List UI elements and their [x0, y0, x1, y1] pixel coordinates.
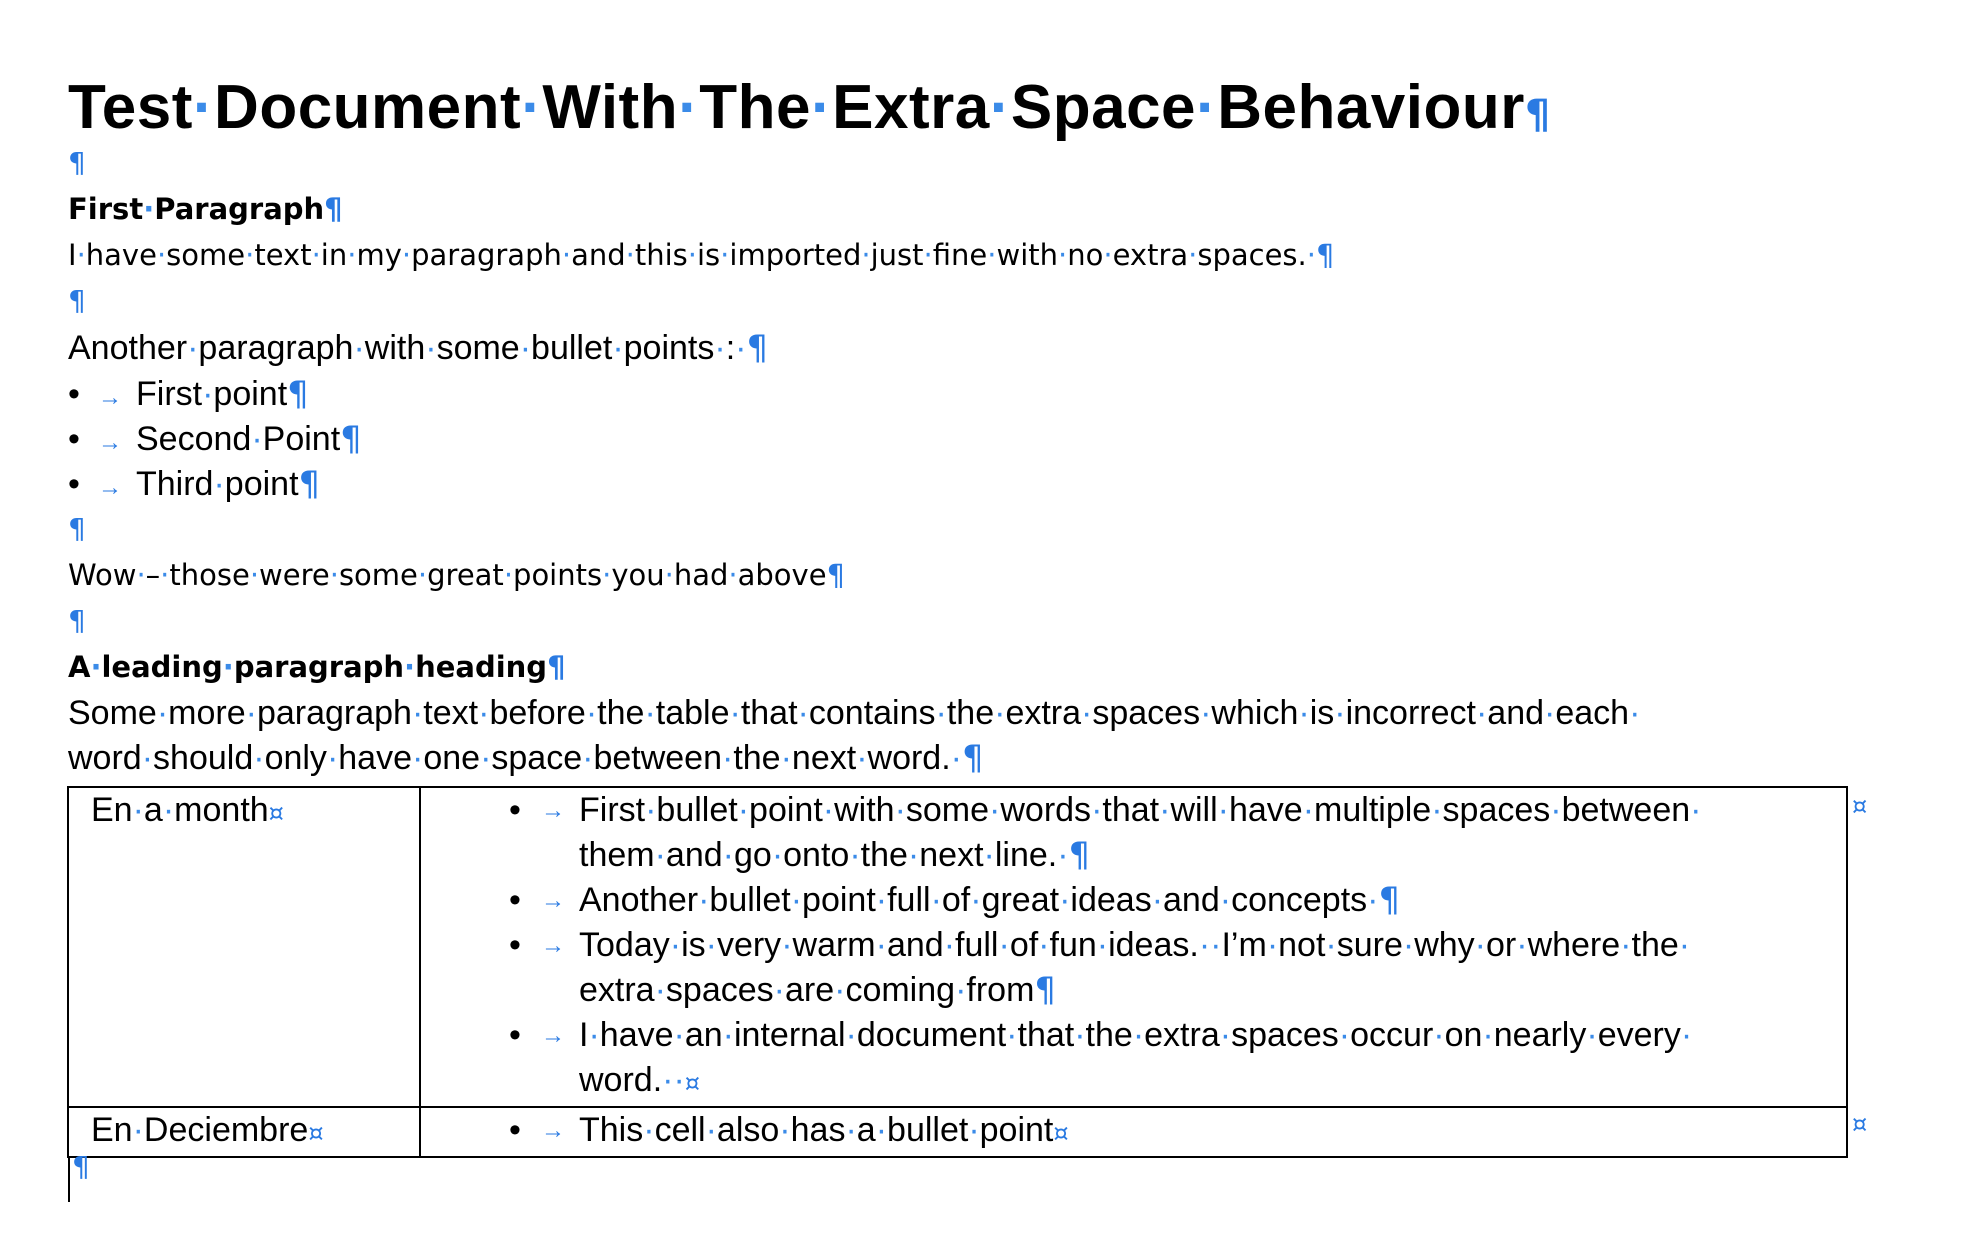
table-cell-bullets[interactable] — [420, 787, 1847, 1107]
space-mark: · — [141, 739, 154, 777]
space-mark: · — [673, 1016, 685, 1054]
tab-arrow-icon: → — [541, 1117, 565, 1144]
space-mark: · — [994, 694, 1006, 732]
space-mark: · — [894, 791, 906, 829]
space-mark: · — [1210, 926, 1222, 964]
pilcrow-mark: ¶ — [1068, 835, 1091, 875]
space-mark: · — [735, 329, 747, 367]
space-mark: · — [907, 836, 920, 874]
pilcrow-mark: ¶ — [287, 374, 309, 414]
bullet-icon: • — [509, 1111, 521, 1149]
space-mark: · — [1196, 73, 1218, 142]
bullet-line: Another·bullet·point·full·of·great·ideas·and·concepts· — [579, 881, 1379, 919]
table-bullet-item[interactable] — [421, 1108, 1846, 1156]
pilcrow-mark: ¶ — [1315, 238, 1335, 272]
space-mark: · — [1038, 926, 1050, 964]
tab-arrow-icon: → — [541, 932, 565, 959]
space-mark: · — [845, 1111, 857, 1149]
cell-end-mark: ¤ — [684, 1069, 701, 1097]
bullet-item[interactable] — [68, 419, 362, 459]
space-mark: · — [1059, 881, 1071, 919]
space-mark: · — [1219, 881, 1232, 919]
table-row[interactable] — [68, 787, 1847, 1107]
space-mark: · — [790, 881, 803, 919]
bullet-icon: • — [509, 881, 521, 919]
space-mark: · — [411, 694, 424, 732]
space-mark: · — [156, 238, 167, 272]
pilcrow-mark: ¶ — [72, 1150, 90, 1183]
row-end-mark: ¤ — [1852, 1110, 1868, 1138]
space-mark: · — [1690, 791, 1702, 829]
bullet-line: Today·is·very·warm·and·full·of·fun·ideas.··I’m·not·sure·why·or·where·the· — [579, 926, 1691, 964]
space-mark: · — [722, 836, 734, 874]
empty-paragraph[interactable] — [68, 604, 86, 637]
space-mark: · — [187, 329, 199, 367]
space-mark: · — [983, 836, 995, 874]
paragraph-4-line-1[interactable] — [68, 694, 1640, 733]
tab-arrow-icon: → — [541, 887, 565, 914]
tab-arrow-icon: → — [98, 474, 122, 501]
bullet-icon: • — [68, 375, 80, 413]
bullet-line: them·and·go·onto·the·next·line.· — [579, 836, 1069, 874]
space-mark: · — [132, 791, 144, 829]
empty-paragraph[interactable] — [72, 1150, 90, 1183]
space-mark: · — [669, 926, 682, 964]
space-mark: · — [875, 926, 887, 964]
paragraph-text: Some·more·paragraph·text·before·the·table·that·contains·the·extra·spaces·which·is·incorrect·and·each· — [68, 694, 1641, 732]
pilcrow-mark: ¶ — [324, 192, 343, 226]
space-mark: · — [1266, 926, 1279, 964]
space-mark: · — [136, 558, 146, 592]
paragraph-text: I·have·some·text·in·my·paragraph·and·this·is·imported·just·fine·with·no·extra·spaces.· — [68, 238, 1316, 272]
paragraph-1[interactable] — [68, 238, 1334, 272]
space-mark: · — [930, 881, 942, 919]
space-mark: · — [729, 694, 741, 732]
pilcrow-mark: ¶ — [68, 284, 86, 317]
space-mark: · — [875, 1111, 888, 1149]
space-mark: · — [561, 238, 572, 272]
space-mark: · — [1306, 238, 1316, 272]
document-title[interactable] — [68, 72, 1551, 143]
space-mark: · — [1482, 1016, 1494, 1054]
space-mark: · — [519, 329, 532, 367]
cell-label-text: En·a·month — [91, 791, 269, 829]
space-mark: · — [722, 739, 734, 777]
bullet-line: First·bullet·point·with·some·words·that·will·have·multiple·spaces·between· — [579, 791, 1702, 829]
space-mark: · — [1629, 694, 1641, 732]
space-mark: · — [935, 694, 947, 732]
space-mark: · — [1132, 1016, 1145, 1054]
space-mark: · — [404, 650, 416, 684]
space-mark: · — [521, 73, 543, 142]
pilcrow-mark: ¶ — [68, 604, 86, 637]
paragraph-3[interactable] — [68, 558, 845, 592]
space-mark: · — [412, 739, 424, 777]
space-mark: · — [1302, 791, 1315, 829]
space-mark: · — [1200, 694, 1212, 732]
bullet-icon: • — [509, 926, 521, 964]
space-mark: · — [1151, 881, 1164, 919]
pilcrow-mark: ¶ — [746, 328, 769, 368]
bullet-line: This·cell·also·has·a·bullet·point — [579, 1111, 1054, 1149]
content-table[interactable] — [67, 786, 1848, 1158]
bullet-item[interactable] — [68, 464, 320, 504]
space-mark: · — [251, 420, 263, 458]
bullet-line: I·have·an·internal·document·that·the·extra·spaces·occur·on·nearly·every· — [579, 1016, 1693, 1054]
bullet-text: Third·point — [136, 465, 299, 503]
space-mark: · — [644, 694, 656, 732]
space-mark: · — [192, 73, 215, 142]
space-mark: · — [160, 558, 170, 592]
space-mark: · — [1678, 926, 1691, 964]
space-mark: · — [329, 558, 339, 592]
cell-label-text: En·Deciembre — [91, 1111, 309, 1149]
table-cell-bullets[interactable] — [420, 1107, 1847, 1157]
table-bullet-item[interactable] — [421, 788, 1846, 878]
space-mark: · — [781, 926, 793, 964]
space-mark: · — [1159, 791, 1171, 829]
bullet-icon: • — [68, 465, 80, 503]
space-mark: · — [861, 238, 871, 272]
space-mark: · — [989, 791, 1001, 829]
space-mark: · — [998, 926, 1010, 964]
space-mark: · — [773, 971, 785, 1009]
bullet-icon: • — [509, 791, 521, 829]
space-mark: · — [1402, 926, 1415, 964]
bullet-line: word.·· — [579, 1061, 685, 1099]
space-mark: · — [1057, 836, 1069, 874]
space-mark: · — [1217, 791, 1229, 829]
space-mark: · — [970, 881, 982, 919]
space-mark: · — [845, 1016, 857, 1054]
space-mark: · — [654, 971, 666, 1009]
bullet-line: extra·spaces·are·coming·from — [579, 971, 1035, 1009]
space-mark: · — [311, 238, 321, 272]
space-mark: · — [1516, 926, 1528, 964]
table-bullet-item[interactable] — [421, 878, 1846, 923]
space-mark: · — [1325, 926, 1337, 964]
space-mark: · — [90, 650, 102, 684]
space-mark: · — [1334, 694, 1346, 732]
space-mark: · — [875, 881, 888, 919]
space-mark: · — [1680, 1016, 1693, 1054]
space-mark: · — [478, 694, 490, 732]
space-mark: · — [602, 558, 612, 592]
space-mark: · — [1338, 1016, 1351, 1054]
space-mark: · — [1544, 694, 1556, 732]
space-mark: · — [950, 739, 962, 777]
space-mark: · — [989, 73, 1011, 142]
space-mark: · — [1431, 791, 1443, 829]
space-mark: · — [1091, 791, 1103, 829]
space-mark: · — [645, 791, 657, 829]
space-mark: · — [849, 836, 861, 874]
space-mark: · — [1103, 238, 1113, 272]
space-mark: · — [1074, 1016, 1086, 1054]
space-mark: · — [401, 238, 412, 272]
tab-arrow-icon: → — [98, 384, 122, 411]
space-mark: · — [132, 1111, 144, 1149]
space-mark: · — [705, 926, 717, 964]
space-mark: · — [737, 791, 750, 829]
space-mark: · — [780, 739, 792, 777]
space-mark: · — [625, 238, 635, 272]
space-mark: · — [417, 558, 428, 592]
space-mark: · — [1058, 238, 1068, 272]
bullet-text: Second·Point — [136, 420, 341, 458]
table-cell-label[interactable] — [68, 1107, 420, 1157]
bullet-text: First·point — [136, 375, 288, 413]
space-mark: · — [822, 791, 835, 829]
space-mark: · — [943, 926, 956, 964]
title-text: Test·Document·With·The·Extra·Space·Behaviour — [68, 73, 1525, 142]
paragraph-text: word·should·only·have·one·space·between·the·next·word.· — [68, 739, 962, 777]
space-mark: · — [673, 1061, 685, 1099]
space-mark: · — [1219, 1016, 1232, 1054]
space-mark: · — [156, 694, 169, 732]
space-mark: · — [347, 238, 357, 272]
pilcrow-mark: ¶ — [68, 512, 86, 545]
space-mark: · — [987, 238, 997, 272]
space-mark: · — [588, 1016, 600, 1054]
heading-text: A·leading·paragraph·heading — [68, 650, 548, 684]
space-mark: · — [1198, 926, 1211, 964]
space-mark: · — [143, 192, 155, 226]
pilcrow-mark: ¶ — [298, 464, 321, 504]
tab-arrow-icon: → — [541, 797, 565, 824]
space-mark: · — [834, 971, 846, 1009]
space-mark: · — [249, 558, 260, 592]
space-mark: · — [245, 238, 255, 272]
space-mark: · — [1586, 1016, 1598, 1054]
space-mark: · — [722, 1016, 734, 1054]
space-mark: · — [245, 694, 257, 732]
space-mark: · — [664, 558, 674, 592]
empty-paragraph[interactable] — [68, 146, 86, 179]
first-paragraph-heading[interactable] — [68, 192, 343, 226]
space-mark: · — [612, 329, 624, 367]
cell-end-mark: ¤ — [268, 799, 284, 827]
paragraph-text: Wow·–·those·were·some·great·points·you·had·above — [68, 558, 827, 592]
space-mark: · — [698, 881, 710, 919]
pilcrow-mark: ¶ — [68, 146, 86, 179]
cell-end-mark: ¤ — [308, 1119, 324, 1147]
empty-paragraph[interactable] — [68, 512, 86, 545]
table-cell-label[interactable] — [68, 787, 420, 1107]
space-mark: · — [779, 1111, 791, 1149]
space-mark: · — [1475, 694, 1488, 732]
pilcrow-mark: ¶ — [1034, 970, 1057, 1010]
space-mark: · — [771, 836, 784, 874]
space-mark: · — [810, 73, 833, 142]
space-mark: · — [955, 971, 967, 1009]
empty-paragraph[interactable] — [68, 284, 86, 317]
space-mark: · — [687, 238, 697, 272]
space-mark: · — [76, 238, 86, 272]
space-mark: · — [856, 739, 868, 777]
text-cursor — [68, 1158, 70, 1202]
space-mark: · — [1188, 238, 1198, 272]
table-bullet-item[interactable] — [421, 1013, 1846, 1106]
pilcrow-mark: ¶ — [340, 419, 362, 459]
space-mark: · — [1081, 694, 1093, 732]
pilcrow-mark: ¶ — [826, 558, 846, 592]
tab-arrow-icon: → — [98, 429, 122, 456]
table-row[interactable] — [68, 1107, 1847, 1157]
heading-text: First·Paragraph — [68, 192, 325, 226]
space-mark: · — [1006, 1016, 1018, 1054]
tab-arrow-icon: → — [541, 1022, 565, 1049]
space-mark: · — [923, 238, 933, 272]
bullet-item[interactable] — [68, 374, 309, 414]
space-mark: · — [425, 329, 437, 367]
space-mark: · — [797, 694, 809, 732]
paragraph-2[interactable] — [68, 328, 768, 368]
space-mark: · — [643, 1111, 655, 1149]
space-mark: · — [1096, 926, 1109, 964]
pilcrow-mark: ¶ — [547, 650, 566, 684]
pilcrow-mark: ¶ — [1524, 92, 1551, 138]
paragraph-text: Another·paragraph·with·some·bullet·points·:· — [68, 329, 747, 367]
space-mark: · — [253, 739, 265, 777]
space-mark: · — [1550, 791, 1562, 829]
space-mark: · — [714, 329, 726, 367]
space-mark: · — [1298, 694, 1310, 732]
space-mark: · — [222, 650, 234, 684]
space-mark: · — [968, 1111, 980, 1149]
paragraph-4-line-2[interactable] — [68, 738, 984, 778]
space-mark: · — [654, 836, 666, 874]
space-mark: · — [503, 558, 514, 592]
space-mark: · — [678, 73, 700, 142]
row-end-mark: ¤ — [1852, 792, 1868, 820]
cell-end-mark: ¤ — [1053, 1119, 1069, 1147]
space-mark: · — [705, 1111, 717, 1149]
pilcrow-mark: ¶ — [961, 738, 984, 778]
space-mark: · — [1620, 926, 1632, 964]
space-mark: · — [1474, 926, 1486, 964]
space-mark: · — [480, 739, 492, 777]
space-mark: · — [720, 238, 730, 272]
leading-paragraph-heading[interactable] — [68, 650, 566, 684]
table-bullet-item[interactable] — [421, 923, 1846, 1013]
space-mark: · — [162, 791, 175, 829]
space-mark: · — [326, 739, 339, 777]
space-mark: · — [202, 375, 214, 413]
space-mark: · — [585, 694, 598, 732]
space-mark: · — [582, 739, 594, 777]
space-mark: · — [728, 558, 738, 592]
space-mark: · — [353, 329, 365, 367]
space-mark: · — [1433, 1016, 1445, 1054]
space-mark: · — [213, 465, 225, 503]
bullet-icon: • — [68, 420, 80, 458]
pilcrow-mark: ¶ — [1378, 880, 1401, 920]
space-mark: · — [1367, 881, 1379, 919]
space-mark: · — [662, 1061, 674, 1099]
bullet-icon: • — [509, 1016, 521, 1054]
